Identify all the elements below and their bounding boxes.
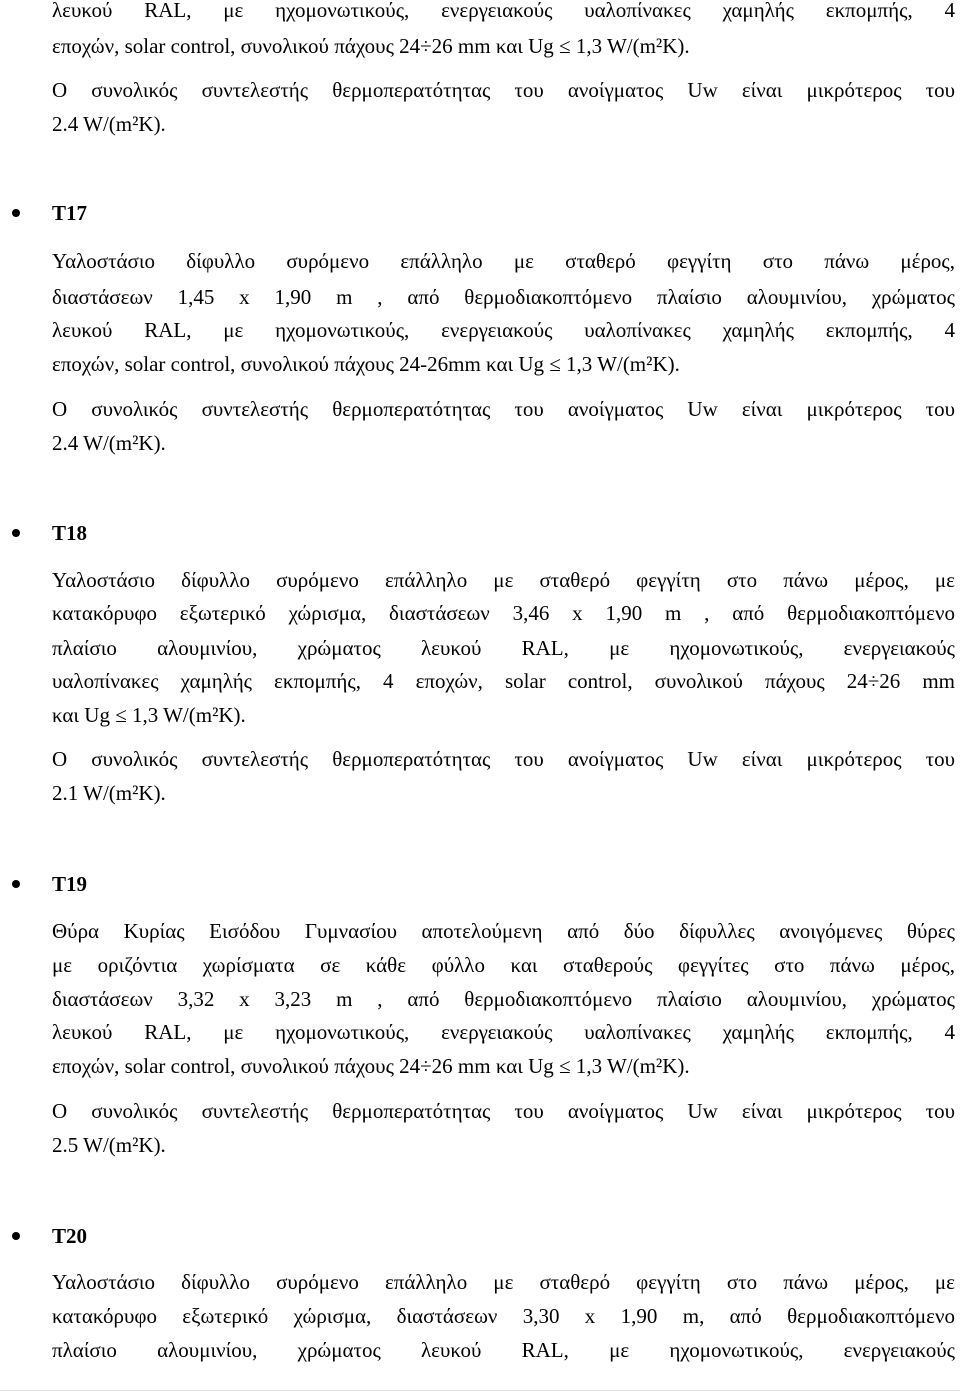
bullet-icon: [12, 529, 20, 537]
t19-line-6: Ο συνολικός συντελεστής θερμοπερατότητας του ανοίγματος Uw είναι μικρότερος του: [52, 1099, 955, 1123]
t17-line-3: λευκού RAL, με ηχομονωτικούς, ενεργειακούς υαλοπίνακες χαμηλής εκπομπής, 4: [52, 318, 955, 342]
section-heading-t20: T20: [52, 1224, 88, 1248]
intro-line-2: εποχών, solar control, συνολικού πάχους 24÷26 mm και Ug ≤ 1,3 W/(m²K).: [52, 34, 690, 58]
t20-line-3: πλαίσιο αλουμινίου, χρώματος λευκού RAL, με ηχομονωτικούς, ενεργειακούς: [52, 1338, 955, 1362]
bullet-icon: [12, 880, 20, 888]
t20-line-2: κατακόρυφο εξωτερικό χώρισμα, διαστάσεων 3,30 x 1,90 m, από θερμοδιακοπτόμενο: [52, 1304, 955, 1328]
t19-line-4: λευκού RAL, με ηχομονωτικούς, ενεργειακούς υαλοπίνακες χαμηλής εκπομπής, 4: [52, 1020, 955, 1044]
t19-line-5: εποχών, solar control, συνολικού πάχους 24÷26 mm και Ug ≤ 1,3 W/(m²K).: [52, 1054, 690, 1078]
t18-line-3: πλαίσιο αλουμινίου, χρώματος λευκού RAL, με ηχομονωτικούς, ενεργειακούς: [52, 636, 955, 660]
section-heading-t18: T18: [52, 521, 88, 545]
intro-line-3: Ο συνολικός συντελεστής θερμοπερατότητας του ανοίγματος Uw είναι μικρότερος του: [52, 78, 955, 102]
intro-line-1: λευκού RAL, με ηχομονωτικούς, ενεργειακούς υαλοπίνακες χαμηλής εκπομπής, 4: [52, 0, 955, 22]
t20-line-1: Υαλοστάσιο δίφυλλο συρόμενο επάλληλο με σταθερό φεγγίτη στο πάνω μέρος, με: [52, 1270, 955, 1294]
t19-line-2: με οριζόντια χωρίσματα σε κάθε φύλλο και σταθερούς φεγγίτες στο πάνω μέρος,: [52, 953, 955, 977]
bullet-icon: [12, 209, 20, 217]
section-heading-t17: T17: [52, 201, 88, 225]
t17-line-1: Υαλοστάσιο δίφυλλο συρόμενο επάλληλο με σταθερό φεγγίτη στο πάνω μέρος,: [52, 249, 955, 273]
t18-line-7: 2.1 W/(m²K).: [52, 781, 166, 805]
t17-line-6: 2.4 W/(m²K).: [52, 431, 166, 455]
t18-line-1: Υαλοστάσιο δίφυλλο συρόμενο επάλληλο με σταθερό φεγγίτη στο πάνω μέρος, με: [52, 568, 955, 592]
page-edge-divider: [0, 1390, 960, 1391]
t18-line-5: και Ug ≤ 1,3 W/(m²K).: [52, 703, 246, 727]
t17-line-2: διαστάσεων 1,45 x 1,90 m , από θερμοδιακοπτόμενο πλαίσιο αλουμινίου, χρώματος: [52, 285, 955, 309]
t17-line-4: εποχών, solar control, συνολικού πάχους 24-26mm και Ug ≤ 1,3 W/(m²K).: [52, 352, 680, 376]
t19-line-7: 2.5 W/(m²K).: [52, 1133, 166, 1157]
t19-line-3: διαστάσεων 3,32 x 3,23 m , από θερμοδιακοπτόμενο πλαίσιο αλουμινίου, χρώματος: [52, 987, 955, 1011]
intro-line-4: 2.4 W/(m²K).: [52, 112, 166, 136]
bullet-icon: [12, 1232, 20, 1240]
section-heading-t19: T19: [52, 872, 88, 896]
t17-line-5: Ο συνολικός συντελεστής θερμοπερατότητας του ανοίγματος Uw είναι μικρότερος του: [52, 397, 955, 421]
t19-line-1: Θύρα Κυρίας Εισόδου Γυμνασίου αποτελούμενη από δύο δίφυλλες ανοιγόμενες θύρες: [52, 919, 955, 943]
t18-line-4: υαλοπίνακες χαμηλής εκπομπής, 4 εποχών, solar control, συνολικού πάχους 24÷26 mm: [52, 669, 955, 693]
t18-line-6: Ο συνολικός συντελεστής θερμοπερατότητας του ανοίγματος Uw είναι μικρότερος του: [52, 747, 955, 771]
t18-line-2: κατακόρυφο εξωτερικό χώρισμα, διαστάσεων 3,46 x 1,90 m , από θερμοδιακοπτόμενο: [52, 601, 955, 625]
